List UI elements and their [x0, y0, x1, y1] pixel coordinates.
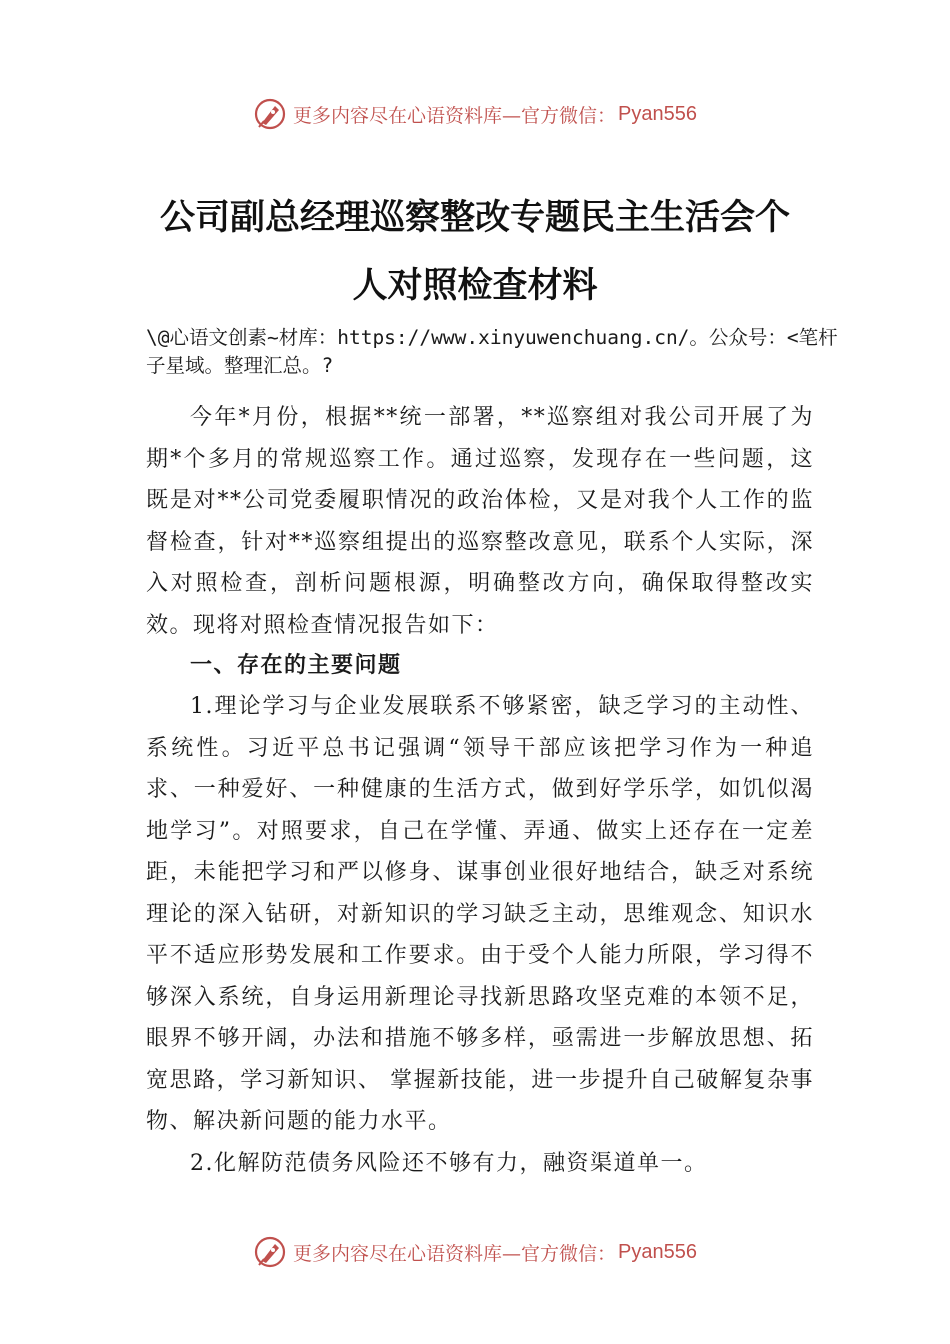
source-note: \@心语文创素~材库：https://www.xinyuwenchuang.cn/。公众号：<笔杆子星域。整理汇总。?: [146, 326, 838, 377]
watermark-text: 更多内容尽在心语资料库—官方微信：: [293, 1242, 617, 1265]
intro-paragraph: 今年*月份，根据**统一部署，**巡察组对我公司开展了为期*个多月的常规巡察工作。通过巡察，发现存在一些问题，这既是对**公司党委履职情况的政治体检，又是对我个人工作的监督检查，针对**巡察组提出的巡察整改意见，联系个人实际，深入对照检查，剖析问题根源，明确整改方向，确保取得整改实效。现将对照检查情况报告如下：: [146, 405, 814, 638]
watermark-text: 更多内容尽在心语资料库—官方微信：: [293, 104, 617, 127]
watermark-wechat-id: Pyan556: [618, 1240, 697, 1263]
document-title-line-1: 公司副总经理巡察整改专题民主生活会个: [159, 197, 790, 238]
pen-nib-logo-icon: [253, 97, 287, 131]
item-1-paragraph: 1.理论学习与企业发展联系不够紧密，缺乏学习的主动性、系统性。习近平总书记强调“领导干部应该把学习作为一种追求、一种爱好、一种健康的生活方式，做到好学乐学，如饥似渴地学习”。对照要求，自己在学懂、弄通、做实上还存在一定差距，未能把学习和严以修身、谋事创业很好地结合，缺乏对系统理论的深入钻研，对新知识的学习缺乏主动，思维观念、知识水平不适应形势发展和工作要求。由于受个人能力所限，学习得不够深入系统，自身运用新理论寻找新思路攻坚克难的本领不足，眼界不够开阔，办法和措施不够多样，亟需进一步解放思想、拓宽思路，学习新知识、 掌握新技能，进一步提升自己破解复杂事物、解决新问题的能力水平。: [146, 694, 814, 1134]
document-title-line-2: 人对照检查材料: [352, 265, 598, 306]
section-heading-1: 一、存在的主要问题: [190, 653, 402, 678]
watermark-banner-bottom: [0, 1232, 950, 1272]
watermark-banner-top: [0, 94, 950, 134]
document-body: [146, 397, 814, 1184]
pen-nib-logo-icon: [253, 1235, 287, 1269]
watermark-wechat-id: Pyan556: [618, 102, 697, 125]
item-2-paragraph: 2.化解防范债务风险还不够有力，融资渠道单一。: [190, 1150, 708, 1176]
